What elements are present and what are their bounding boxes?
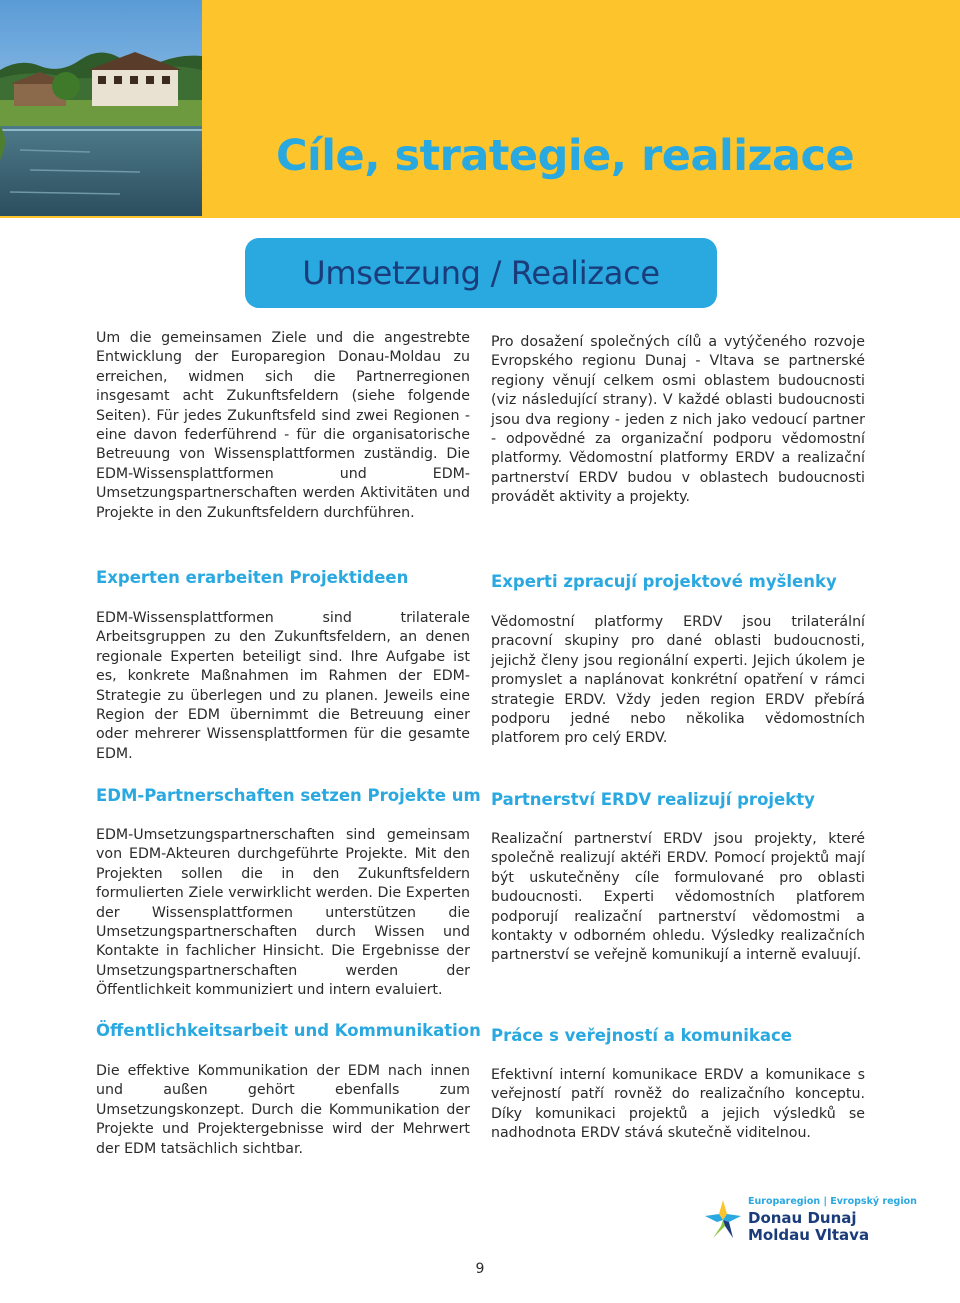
logo-line-donau: Donau Dunaj — [748, 1209, 857, 1227]
section-text-de: Die effektive Kommunikation der EDM nach innen und außen gehört ebenfalls zum Umsetzungskonzept. Durch die Kommunikation der Projekte und Projektergebnisse wird der Mehrwert der EDM tatsächlich sichtbar. — [96, 1063, 470, 1157]
europaregion-logo — [703, 1196, 917, 1244]
page-title: Cíle, strategie, realizace — [276, 131, 855, 181]
section-text-cz: Vědomostní platformy ERDV jsou trilaterální pracovní skupiny pro dané oblasti budoucnosti, jejichž členy jsou regionální experti. Jejich úkolem je promyslet a naplánovat konkrétní opatření v rámci strategie ERDV. Vždy jeden region ERDV přebírá podporu jedné nebo několika vědomostních platforem pro celý ERDV. — [491, 614, 865, 747]
logo-line-moldau: Moldau Vltava — [748, 1226, 870, 1244]
section-text-cz: Realizační partnerství ERDV jsou projekty, které společně realizují aktéři ERDV. Pomocí projektů mají být uskutečněny cíle formulované pro oblasti budoucnosti. Experti vědomostních platforem podporují realizační partnerství vědomostmi a kontakty v odborném ohledu. Výsledky realizačních partnerství se veřejně komunikují a interně evaluují. — [491, 831, 865, 964]
farmhouse-landscape-icon — [0, 0, 202, 216]
farmhouse-photo — [0, 0, 202, 216]
page-number: 9 — [475, 1261, 485, 1277]
section-heading-cz: Práce s veřejností a komunikace — [491, 1026, 792, 1045]
europaregion-star-logo-icon — [703, 1198, 743, 1242]
section-banner-label: Umsetzung / Realizace — [302, 254, 660, 292]
section-text-de: EDM-Umsetzungspartnerschaften sind gemeinsam von EDM-Akteuren durchgeführte Projekte. Mit den Projekten sollen die in den Zukunftsfeldern formulierten Ziele verwirklicht werden. Die Experten der Wissensplattformen unterstützen die Umsetzungspartnerschaften durch Wissen und Kontakte in fachlicher Hinsicht. Die Ergebnisse der Umsetzungspartnerschaften werden der Öffentlichkeit kommuniziert und intern evaluiert. — [96, 827, 470, 999]
section-heading-cz: Experti zpracují projektové myšlenky — [491, 572, 837, 591]
logo-tagline: Europaregion | Evropský region — [748, 1196, 917, 1207]
section-text-cz: Efektivní interní komunikace ERDV a komunikace s veřejností patří rovněž do realizačního konceptu. Díky komunikaci projektů a jejich výsledků se nadhodnota ERDV stává skutečně viditelnou. — [491, 1067, 865, 1142]
section-text-de: EDM-Wissensplattformen sind trilaterale Arbeitsgruppen zu den Zukunftsfeldern, an denen regionale Experten beteiligt sind. Ihre Aufgabe ist es, konkrete Maßnahmen im Rahmen der EDM-Strategie zu überlegen und zu planen. Jeweils eine Region der EDM übernimmt die Betreuung einer oder mehrerer Wissensplattformen für die gesamte EDM. — [96, 610, 470, 762]
section-banner — [245, 238, 717, 308]
intro-text-cz: Pro dosažení společných cílů a vytýčeného rozvoje Evropského regionu Dunaj - Vltava se partnerské regiony věnují celkem osmi oblastem budoucnosti (viz následující strany). V každé oblasti budoucnosti jsou dva regiony - jeden z nich jako vedoucí partner - odpovědné za organizační podporu vědomostní platformy. Vědomostní platformy ERDV a realizační partnerství ERDV budou v oblastech budoucnosti provádět aktivity a projekty. — [491, 334, 865, 506]
section-heading-cz: Partnerství ERDV realizují projekty — [491, 790, 815, 809]
section-heading-de: Experten erarbeiten Projektideen — [96, 568, 409, 587]
section-heading-de: Öffentlichkeitsarbeit und Kommunikation — [96, 1021, 481, 1040]
intro-text-de: Um die gemeinsamen Ziele und die angestrebte Entwicklung der Europaregion Donau-Moldau zu erreichen, widmen sich die Partnerregionen insgesamt acht Zukunftsfeldern (siehe folgende Seiten). Für jedes Zukunftsfeld sind zwei Regionen - eine davon federführend - für die organisatorische Betreuung von Wissensplattformen zuständig. Die EDM-Wissensplattformen und EDM-Umsetzungspartnerschaften werden Aktivitäten und Projekte in den Zukunftsfeldern durchführen. — [96, 330, 470, 521]
section-heading-de: EDM-Partnerschaften setzen Projekte um — [96, 786, 481, 805]
